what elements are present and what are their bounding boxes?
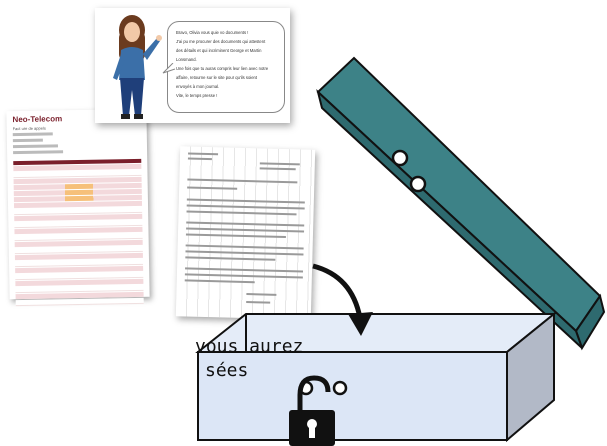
caption-line: vous aurez: [195, 336, 304, 357]
bubble-line: Vite, le temps presse !: [176, 93, 218, 98]
lid-hole-icon: [411, 177, 425, 191]
lid-hole-icon: [393, 151, 407, 165]
bubble-line: Bravo, Olivia vous quie vo documents !: [176, 30, 249, 35]
bubble-line: J'ai pu me procurer des documents qui attestent: [176, 39, 266, 44]
bubble-line: envoyés à mon journal.: [176, 84, 220, 89]
caption-line: sées: [205, 360, 249, 381]
box-hole-icon: [334, 382, 346, 394]
bubble-line: des détails et qui incriminent George et Martin: [176, 48, 262, 53]
bubble-line: Lonsmand.: [176, 57, 197, 62]
box-lid: [318, 58, 600, 331]
bill-subtitle: Fact ure de appels: [12, 125, 46, 132]
bubble-line: Une fois que tu auras compris leur lien avec notre: [176, 66, 269, 71]
bill-title: Neo-Telecom: [12, 114, 63, 125]
bubble-line: affaire, retourne sur le site pour qu'ils soient: [176, 75, 258, 80]
